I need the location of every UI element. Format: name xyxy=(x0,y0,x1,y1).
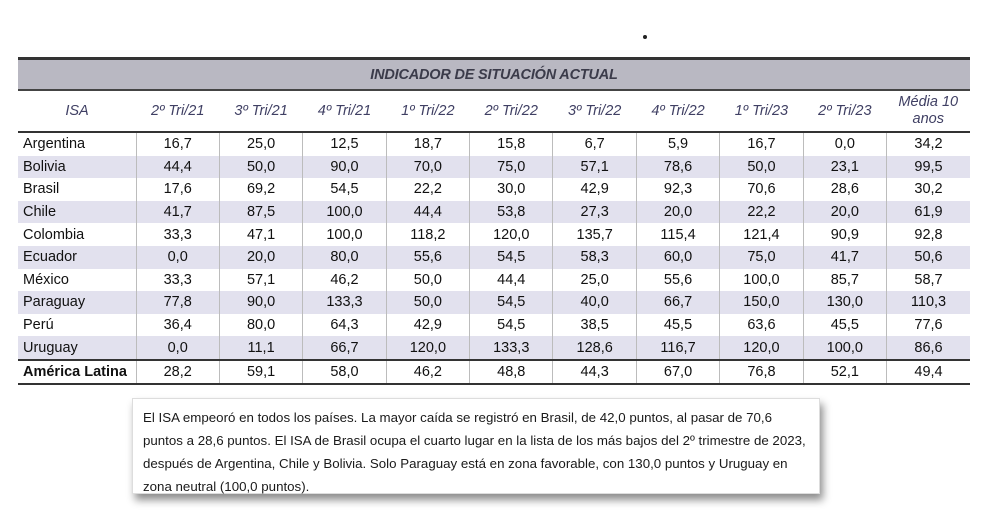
value-cell: 42,9 xyxy=(386,314,469,337)
value-cell: 30,2 xyxy=(887,178,970,201)
value-cell: 15,8 xyxy=(470,132,553,156)
value-cell: 64,3 xyxy=(303,314,386,337)
total-value-cell: 44,3 xyxy=(553,360,636,384)
summary-note: El ISA empeoró en todos los países. La mayor caída se registró en Brasil, de 42,0 puntos, al pasar de 70,6 puntos a 28,6 puntos. El ISA de Brasil ocupa el cuarto lugar en la lista de los más bajos del 2º trimestre de 2023, después de Argentina, Chile y Bolivia. Solo Paraguay está en zona favorable, con 130,0 puntos y Uruguay en zona neutral (100,0 puntos). xyxy=(132,398,820,494)
value-cell: 133,3 xyxy=(303,291,386,314)
country-cell: Perú xyxy=(23,317,54,334)
value-cell: 12,5 xyxy=(303,132,386,156)
value-cell: 100,0 xyxy=(803,336,886,360)
decorative-dot xyxy=(643,35,647,39)
value-cell: 90,0 xyxy=(303,156,386,179)
value-cell: 45,5 xyxy=(636,314,719,337)
value-cell: 150,0 xyxy=(720,291,803,314)
header-row xyxy=(18,91,970,132)
header-cell: 3º Tri/21 xyxy=(219,91,302,132)
value-cell: 44,4 xyxy=(470,269,553,292)
value-cell: 20,0 xyxy=(219,246,302,269)
value-cell: 120,0 xyxy=(386,336,469,360)
total-value-cell: 49,4 xyxy=(887,360,970,384)
value-cell: 54,5 xyxy=(470,291,553,314)
value-cell: 77,6 xyxy=(887,314,970,337)
value-cell: 87,5 xyxy=(219,201,302,224)
table-body xyxy=(18,132,970,384)
value-cell: 16,7 xyxy=(136,132,219,156)
value-cell: 128,6 xyxy=(553,336,636,360)
total-value-cell: 67,0 xyxy=(636,360,719,384)
value-cell: 66,7 xyxy=(303,336,386,360)
value-cell: 40,0 xyxy=(553,291,636,314)
value-cell: 16,7 xyxy=(720,132,803,156)
value-cell: 27,3 xyxy=(553,201,636,224)
table-row xyxy=(18,132,970,156)
value-cell: 57,1 xyxy=(219,269,302,292)
header-cell: 1º Tri/22 xyxy=(386,91,469,132)
country-cell: Bolivia xyxy=(18,156,136,179)
value-cell: 99,5 xyxy=(887,156,970,179)
value-cell: 34,2 xyxy=(887,132,970,156)
value-cell: 22,2 xyxy=(386,178,469,201)
country-cell: Uruguay xyxy=(18,336,136,360)
total-value-cell: 48,8 xyxy=(470,360,553,384)
table-row xyxy=(18,336,970,360)
value-cell: 120,0 xyxy=(720,336,803,360)
value-cell: 70,0 xyxy=(386,156,469,179)
value-cell: 80,0 xyxy=(303,246,386,269)
value-cell: 130,0 xyxy=(803,291,886,314)
table-title: INDICADOR DE SITUACIÓN ACTUAL xyxy=(18,57,970,91)
value-cell: 50,0 xyxy=(720,156,803,179)
value-cell: 55,6 xyxy=(386,246,469,269)
value-cell: 75,0 xyxy=(470,156,553,179)
value-cell: 54,5 xyxy=(303,178,386,201)
total-value-cell: 76,8 xyxy=(720,360,803,384)
value-cell: 116,7 xyxy=(636,336,719,360)
value-cell: 22,2 xyxy=(720,201,803,224)
value-cell: 18,7 xyxy=(386,132,469,156)
value-cell: 38,5 xyxy=(553,314,636,337)
value-cell: 100,0 xyxy=(303,223,386,246)
value-cell: 58,7 xyxy=(887,269,970,292)
value-cell: 54,5 xyxy=(470,314,553,337)
value-cell: 46,2 xyxy=(303,269,386,292)
value-cell: 25,0 xyxy=(219,132,302,156)
value-cell: 50,0 xyxy=(386,269,469,292)
value-cell: 0,0 xyxy=(136,246,219,269)
value-cell: 33,3 xyxy=(136,223,219,246)
value-cell: 0,0 xyxy=(803,132,886,156)
header-cell: Média 10 anos xyxy=(887,91,970,132)
total-value-cell: 52,1 xyxy=(803,360,886,384)
value-cell: 17,6 xyxy=(136,178,219,201)
table-row xyxy=(18,246,970,269)
total-value-cell: 46,2 xyxy=(386,360,469,384)
header-cell: 4º Tri/22 xyxy=(636,91,719,132)
country-cell: Colombia xyxy=(23,226,85,243)
value-cell: 77,8 xyxy=(136,291,219,314)
value-cell: 53,8 xyxy=(470,201,553,224)
value-cell: 6,7 xyxy=(553,132,636,156)
value-cell: 41,7 xyxy=(136,201,219,224)
header-cell: 2º Tri/22 xyxy=(470,91,553,132)
value-cell: 41,7 xyxy=(803,246,886,269)
value-cell: 23,1 xyxy=(803,156,886,179)
value-cell: 42,9 xyxy=(553,178,636,201)
value-cell: 50,0 xyxy=(386,291,469,314)
total-value-cell: 58,0 xyxy=(303,360,386,384)
country-cell: Brasil xyxy=(23,181,60,198)
value-cell: 85,7 xyxy=(803,269,886,292)
value-cell: 44,4 xyxy=(136,156,219,179)
value-cell: 45,5 xyxy=(803,314,886,337)
table-row xyxy=(18,223,970,246)
value-cell: 120,0 xyxy=(470,223,553,246)
value-cell: 110,3 xyxy=(887,291,970,314)
value-cell: 90,0 xyxy=(219,291,302,314)
value-cell: 50,6 xyxy=(887,246,970,269)
value-cell: 28,6 xyxy=(803,178,886,201)
value-cell: 92,8 xyxy=(887,223,970,246)
table-row xyxy=(18,269,970,292)
value-cell: 33,3 xyxy=(136,269,219,292)
isa-table-container xyxy=(18,57,970,385)
table-row xyxy=(18,178,970,201)
value-cell: 86,6 xyxy=(887,336,970,360)
value-cell: 92,3 xyxy=(636,178,719,201)
country-cell: Ecuador xyxy=(18,246,136,269)
value-cell: 58,3 xyxy=(553,246,636,269)
header-cell: ISA xyxy=(18,91,136,132)
table-row xyxy=(18,291,970,314)
total-label-cell: América Latina xyxy=(18,360,136,384)
total-row xyxy=(18,360,970,384)
value-cell: 47,1 xyxy=(219,223,302,246)
value-cell: 135,7 xyxy=(553,223,636,246)
isa-table xyxy=(18,91,970,385)
value-cell: 90,9 xyxy=(803,223,886,246)
country-cell: México xyxy=(23,271,69,288)
value-cell: 25,0 xyxy=(553,269,636,292)
value-cell: 63,6 xyxy=(720,314,803,337)
country-cell: Argentina xyxy=(23,136,86,153)
value-cell: 61,9 xyxy=(887,201,970,224)
table-row xyxy=(18,201,970,224)
header-cell: 4º Tri/21 xyxy=(303,91,386,132)
header-cell: 2º Tri/23 xyxy=(803,91,886,132)
country-cell: Chile xyxy=(18,201,136,224)
value-cell: 121,4 xyxy=(720,223,803,246)
value-cell: 57,1 xyxy=(553,156,636,179)
value-cell: 133,3 xyxy=(470,336,553,360)
value-cell: 30,0 xyxy=(470,178,553,201)
value-cell: 20,0 xyxy=(636,201,719,224)
value-cell: 100,0 xyxy=(720,269,803,292)
header-cell: 1º Tri/23 xyxy=(720,91,803,132)
value-cell: 66,7 xyxy=(636,291,719,314)
value-cell: 20,0 xyxy=(803,201,886,224)
value-cell: 118,2 xyxy=(386,223,469,246)
country-cell: Paraguay xyxy=(18,291,136,314)
value-cell: 69,2 xyxy=(219,178,302,201)
value-cell: 70,6 xyxy=(720,178,803,201)
value-cell: 80,0 xyxy=(219,314,302,337)
value-cell: 78,6 xyxy=(636,156,719,179)
total-value-cell: 28,2 xyxy=(136,360,219,384)
table-row xyxy=(18,156,970,179)
value-cell: 55,6 xyxy=(636,269,719,292)
header-cell: 2º Tri/21 xyxy=(136,91,219,132)
value-cell: 75,0 xyxy=(720,246,803,269)
total-value-cell: 59,1 xyxy=(219,360,302,384)
value-cell: 5,9 xyxy=(636,132,719,156)
value-cell: 100,0 xyxy=(303,201,386,224)
value-cell: 0,0 xyxy=(136,336,219,360)
header-cell: 3º Tri/22 xyxy=(553,91,636,132)
value-cell: 54,5 xyxy=(470,246,553,269)
value-cell: 60,0 xyxy=(636,246,719,269)
value-cell: 115,4 xyxy=(636,223,719,246)
value-cell: 50,0 xyxy=(219,156,302,179)
table-row xyxy=(18,314,970,337)
value-cell: 36,4 xyxy=(136,314,219,337)
value-cell: 44,4 xyxy=(386,201,469,224)
value-cell: 11,1 xyxy=(219,336,302,360)
